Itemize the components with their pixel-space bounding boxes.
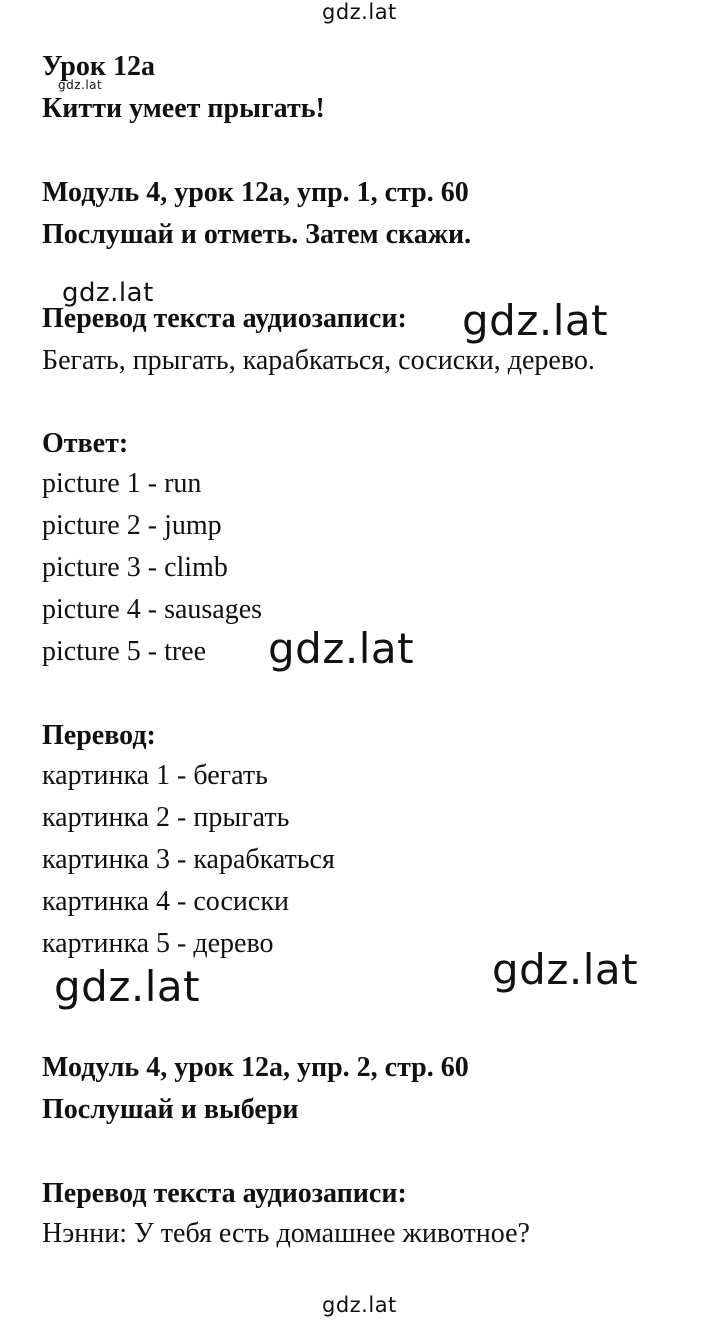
exercise1-answer-label: Ответ: <box>42 428 129 459</box>
translation-item: картинка 1 - бегать <box>42 760 268 791</box>
answer-item: picture 1 - run <box>42 468 202 499</box>
watermark-top: gdz.lat <box>322 0 397 24</box>
watermark-under-title: gdz.lat <box>58 78 103 92</box>
lesson-title: Урок 12a <box>42 51 155 82</box>
exercise1-audio-text: Бегать, прыгать, карабкаться, сосиски, дерево. <box>42 345 595 376</box>
exercise1-translation-label: Перевод: <box>42 720 156 751</box>
exercise1-task: Послушай и отметь. Затем скажи. <box>42 219 472 250</box>
answer-item: picture 5 - tree <box>42 636 207 667</box>
lesson-subtitle: Китти умеет прыгать! <box>42 93 325 124</box>
watermark-lower-right: gdz.lat <box>492 945 639 994</box>
exercise2-audio-label: Перевод текста аудиозаписи: <box>42 1178 407 1209</box>
translation-item: картинка 2 - прыгать <box>42 802 290 833</box>
translation-item: картинка 5 - дерево <box>42 928 274 959</box>
watermark-overlap-large: gdz.lat <box>462 296 609 345</box>
translation-item: картинка 4 - сосиски <box>42 886 289 917</box>
exercise2-audio-text: Нэнни: У тебя есть домашнее животное? <box>42 1218 530 1249</box>
answer-item: picture 2 - jump <box>42 510 222 541</box>
watermark-bottom: gdz.lat <box>322 1293 397 1317</box>
translation-item: картинка 3 - карабкаться <box>42 844 335 875</box>
answer-item: picture 4 - sausages <box>42 594 263 625</box>
watermark-middle: gdz.lat <box>268 624 415 673</box>
watermark-overlap-small: gdz.lat <box>62 278 154 308</box>
exercise1-heading: Модуль 4, урок 12a, упр. 1, стр. 60 <box>42 177 469 208</box>
exercise1-audio-label: Перевод текста аудиозаписи: <box>42 303 407 334</box>
watermark-lower-left: gdz.lat <box>54 962 201 1011</box>
exercise2-task: Послушай и выбери <box>42 1094 299 1125</box>
exercise2-heading: Модуль 4, урок 12a, упр. 2, стр. 60 <box>42 1052 469 1083</box>
answer-item: picture 3 - climb <box>42 552 228 583</box>
